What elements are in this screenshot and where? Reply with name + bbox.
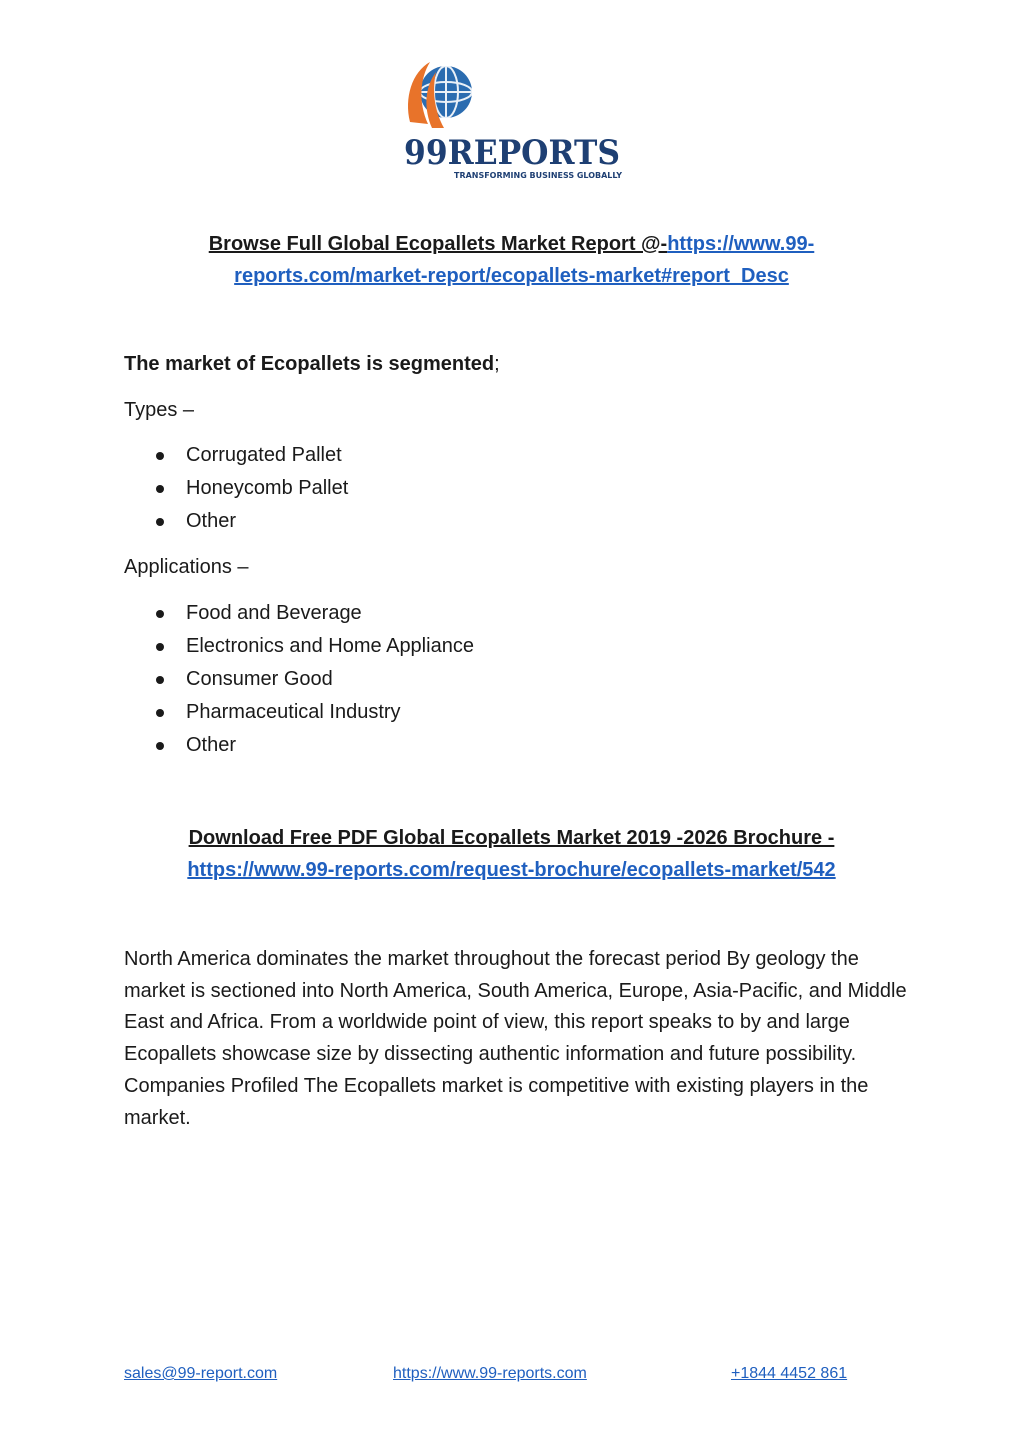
download-title: Download Free PDF Global Ecopallets Market 2019 -2026 Brochure - <box>188 827 835 849</box>
footer-phone-link[interactable]: +1844 4452 861 <box>731 1365 848 1382</box>
browse-link-part2[interactable]: reports.com/market-report/ecopallets-market#report_Desc <box>234 265 789 287</box>
list-item-text: Corrugated Pallet <box>186 444 342 466</box>
bullet-icon <box>156 485 164 493</box>
list-item <box>124 630 474 663</box>
bullet-icon <box>156 643 164 651</box>
list-item-text: Honeycomb Pallet <box>186 477 349 499</box>
list-item-text: Other <box>186 734 237 756</box>
footer-website-wrap <box>393 1364 587 1384</box>
download-link[interactable]: https://www.99-reports.com/request-brochure/ecopallets-market/542 <box>187 859 836 881</box>
browse-heading <box>100 228 923 292</box>
applications-label: Applications – <box>124 556 249 578</box>
bullet-icon <box>156 676 164 684</box>
logo-wordmark <box>402 132 624 184</box>
list-item-text: Other <box>186 510 237 532</box>
list-item <box>124 729 474 762</box>
bullet-icon <box>156 709 164 717</box>
bullet-icon <box>156 610 164 618</box>
logo-name: 99REPORTS <box>404 133 620 173</box>
list-item <box>124 597 474 630</box>
types-list <box>124 439 348 538</box>
types-label: Types – <box>124 399 195 421</box>
list-item-text: Electronics and Home Appliance <box>186 635 474 657</box>
download-heading <box>100 822 923 886</box>
browse-link-part1[interactable]: https://www.99- <box>667 233 815 255</box>
bullet-icon <box>156 742 164 750</box>
list-item <box>124 472 348 505</box>
logo <box>402 58 624 186</box>
logo-tagline: TRANSFORMING BUSINESS GLOBALLY <box>454 171 623 180</box>
list-item-text: Consumer Good <box>186 668 333 690</box>
bullet-icon <box>156 452 164 460</box>
list-item <box>124 696 474 729</box>
bullet-icon <box>156 518 164 526</box>
globe-icon <box>402 58 624 138</box>
footer-email-wrap <box>124 1364 277 1384</box>
list-item <box>124 439 348 472</box>
footer-email-link[interactable]: sales@99-report.com <box>124 1365 278 1382</box>
list-item <box>124 663 474 696</box>
segments-title-suffix: ; <box>494 353 500 375</box>
segments-title-text: The market of Ecopallets is segmented <box>124 353 495 375</box>
segments-title <box>124 350 500 378</box>
browse-prefix: Browse Full Global Ecopallets Market Report @- <box>208 233 668 255</box>
body-paragraph: North America dominates the market throughout the forecast period By geology the market is sectioned into North America, South America, Europe, Asia-Pacific, and Middle East and Africa. From a worldwide point of view, this report speaks to by and large Ecopallets showcase size by dissecting authentic information and future possibility. Companies Profiled The Ecopallets market is competitive with existing players in the market. <box>124 948 907 1129</box>
list-item-text: Pharmaceutical Industry <box>186 701 401 723</box>
list-item <box>124 505 348 538</box>
list-item-text: Food and Beverage <box>186 602 362 624</box>
footer-website-link[interactable]: https://www.99-reports.com <box>393 1365 587 1382</box>
applications-list <box>124 597 474 762</box>
footer-phone-wrap <box>731 1364 847 1384</box>
